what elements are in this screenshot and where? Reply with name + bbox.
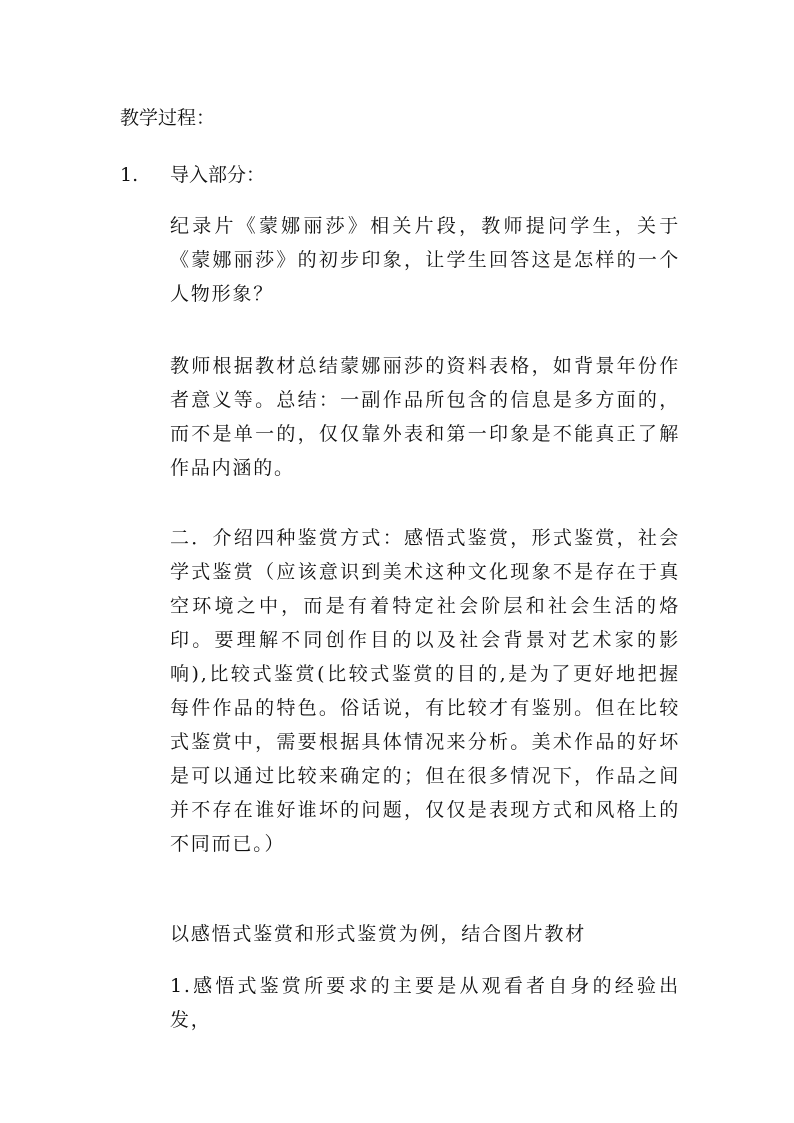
paragraph-summary: 教师根据教材总结蒙娜丽莎的资料表格，如背景年份作者意义等。总结：一副作品所包含的信息是多方面的，而不是单一的，仅仅靠外表和第一印象是不能真正了解作品内涵的。 <box>170 355 680 479</box>
list-title: 导入部分： <box>170 164 266 186</box>
paragraph-methods: 二．介绍四种鉴赏方式：感悟式鉴赏，形式鉴赏，社会学式鉴赏（应该意识到美术这种文化现象不是存在于真空环境之中，而是有着特定社会阶层和社会生活的烙印。要理解不同创作目的以及社会背景对艺术家的影响),比较式鉴赏(比较式鉴赏的目的,是为了更好地把握每件作品的特色。俗话说，有比较才有鉴别。但在比较式鉴赏中，需要根据具体情况来分析。美术作品的好坏是可以通过比较来确定的；但在很多情况下，作品之间并不存在谁好谁坏的问题，仅仅是表现方式和风格上的不同而已。） <box>170 527 680 855</box>
paragraph-intro: 纪录片《蒙娜丽莎》相关片段，教师提问学生，关于《蒙娜丽莎》的初步印象，让学生回答这是怎样的一个人物形象？ <box>170 215 680 305</box>
section-heading: 教学过程： <box>120 107 216 129</box>
list-number: 1. <box>120 164 139 186</box>
paragraph-method-one: 1.感悟式鉴赏所要求的主要是从观看者自身的经验出发， <box>170 975 680 1031</box>
paragraph-example: 以感悟式鉴赏和形式鉴赏为例，结合图片教材 <box>170 923 587 945</box>
